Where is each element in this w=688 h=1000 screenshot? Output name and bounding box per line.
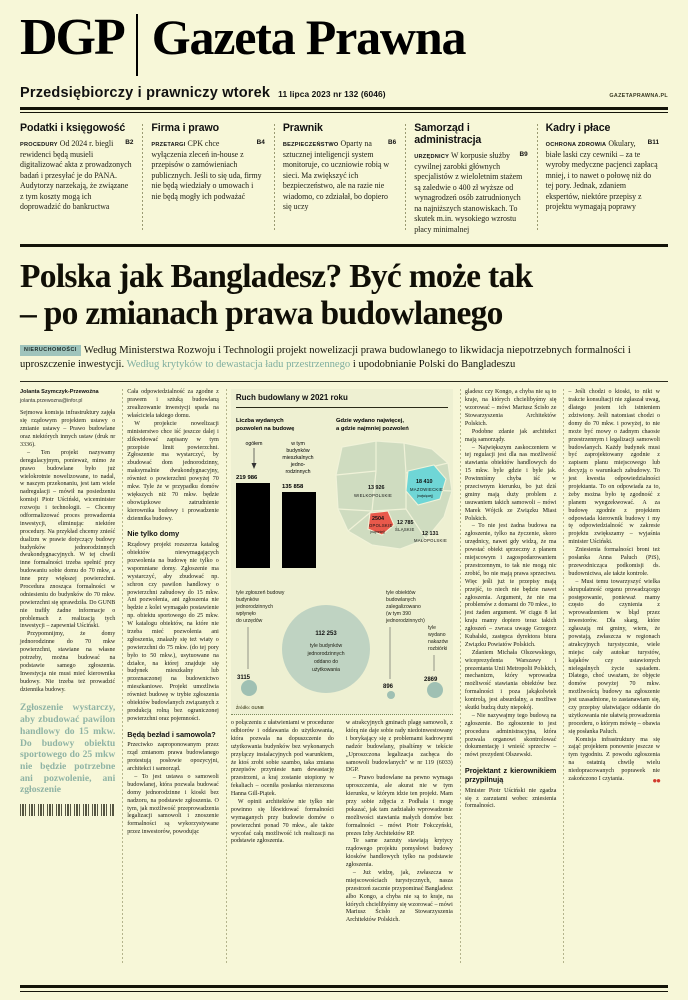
map-label-opolskie: OPOLSKIE [368, 522, 393, 528]
paragraph: – To nie jest żadna budowa na zgłoszenie, tylko na życzenie, skoro urzędnicy, nawet gdy widzą, że ma powstać obiekt sprzeczny z planem miejscowym i zagospodarowaniem przestrzennym, to tak nie mogą nic zrobić, bo nie mają prawa sprzeciwu. Więc jeśli już te przepisy mają przejść, to niech nie będzie nawet zgłoszenia. Argument, że nie ma problemów z domami do 70 mkw., to jest żaden argument. W ciągu 8 lat kraju mamy dopiero teraz takich zgłoszeń – zwraca uwagę Grzegorz Kubalski, zastępca dyrektora biura Związku Powiatów Polskich. [464, 523, 557, 648]
teaser-samorzad[interactable] [405, 122, 536, 235]
paragraph: Przypomnijmy, że domy jednorodzinne do 70 mkw powierzchni, stawiane na własne potrzeby, można budować na podstawie samego zgłoszenia. Inwestycja nie musi mieć kierownika budowy. Nie trzeba też prowadzić dziennika budowy. [20, 631, 116, 693]
bubble-value-0: 3115 [236, 674, 250, 681]
teaser-text: Okulary, białe laski czy cewniki – za te wyroby medyczne pacjenci zapłacą mniej, i to nawet o połowę niż do tej pory. Jednak, zdaniem ekspertów, niektóre przepisy z projektu wymagają poprawy [545, 139, 658, 211]
bubble-circle-2 [387, 691, 395, 699]
paragraph: Minister Piotr Uściński nie zgadza się z zarzutami wobec zniesienia formalności. [464, 787, 557, 810]
bubble-label-0-l2: budynków [235, 596, 259, 603]
map-note-opolskie: (najmniej) [369, 529, 385, 534]
article-column-5 [461, 389, 565, 964]
teaser-kicker: PRZETARGI [151, 142, 186, 148]
subcolumn-3b [342, 720, 453, 925]
map-panel-subtitle-line1: Gdzie wydano najwięcej, [335, 417, 404, 424]
bar-value-label-1: 135 858 [281, 483, 304, 490]
teaser-bottom-rule [20, 244, 668, 247]
teaser-strip [20, 122, 668, 235]
bubble-label-3-l2: wydano [427, 631, 446, 638]
lead-text-part1: Według Ministerstwa Rozwoju i Technologii projekt nowelizacji prawa budowlanego to likwidacja niepotrzebnych formalności i uproszczenie inwestycji. [20, 345, 631, 371]
paragraph: o połączeniu z ułatwieniami w procedurze odbiorów i oddawania do użytkowania, która pozwala na dopuszczenie do użytkowania budynków bez wykonanych przyłączy instalacyjnych pod warunkiem, że ktoś zrobi sobie szambo, taka zmiana przepisów przyniesie nam dewastację przestrzeni, a kraj zostanie utopiony w fekaliach – oceniła posłanka nierzeszona Hanna Gill-Piątek. [230, 720, 334, 798]
subheading-bezlad: Będą bezład i samowola? [127, 729, 216, 739]
bubble-label-0-l5: do urzędów [235, 617, 263, 624]
paragraph: Sejmowa komisja infrastruktury zajęła się rządowym projektem ustawy o zmianie ustawy – Prawo budowlane oraz niektórych innych ustaw (druk nr 3336). [20, 410, 116, 448]
bubble-label-2-l5: jednorodzinnych) [385, 617, 425, 624]
article-body [20, 389, 668, 964]
paragraph: Przeciwko zaproponowanym przez rząd zmianom prawa budowlanego protestują posłowie opozycyjni, architekci i samorząd. [127, 742, 219, 773]
bubble-value-1: 112 253 [315, 630, 337, 637]
lead-rule [20, 381, 668, 382]
paragraph: Cała odpowiedzialność za zgodne z prawem i sztuką budowlaną zrealizowanie inwestycji spada na właściciela takiego domu. [127, 389, 219, 420]
byline-email[interactable]: jolanta.przewozna@infor.pl [20, 397, 83, 404]
strapline-row [20, 85, 668, 101]
logo-dgp: DGP [20, 9, 124, 66]
bubble-label-0-l3: jednorodzinnych [235, 603, 273, 610]
article-column-6 [564, 389, 668, 964]
subcolumn-3a [231, 720, 342, 925]
bar-category-label-0: ogółem [245, 440, 263, 447]
bubble-label-0-l1: tyle zgłoszeń budowy [235, 589, 285, 596]
paragraph: Te same zarzuty stawiają krytycy rządowego projektu pomysłowi budowy kiosków handlowych tylko na podstawie zgłoszenia. [345, 838, 453, 869]
map-value-opolskie: 2504 [371, 515, 384, 522]
map-label-wielkopolskie: WIELKOPOLSKIE [353, 492, 392, 498]
teaser-kicker: PROCEDURY [20, 142, 58, 148]
bubble-label-3-l4: rozbiórki [427, 645, 448, 652]
teaser-page: B4 [256, 139, 265, 146]
bubble-chart-svg [236, 587, 458, 699]
teaser-text: CPK chce wyłączenia zleceń in-house z przepisów o zamówieniach publicznych. Jeśli to się uda, firmy nie będą wiedziały o umowach i nie będą mogły ich podważać [151, 139, 262, 201]
paragraph: Rządowy projekt rozszerza katalog obiektów niewymagających pozwolenia na budowę nie tylko o wspomniane domy. Zgłoszenie ma wystarczyć, aby zbudować np. schron czy pawilon handlowy o powierzchni zabudowy do 15 mkw. Ani pozwolenia, ani zgłoszenia nie będzie z kolei wymagało postawienie np. obiektu sportowego do 25 mkw. W katalogu obiektów, na które nie trzeba mieć pozwolenia ani zgłoszenia, znalazły się też wiaty o powierzchni do 75 mkw. (do tej pory było to 50 mkw.), usytuowane na działce, na której znajduje się budynek mieszkalny lub przeznaczonej na budownictwo mieszkaniowe. Projekt umożliwia również budowę w trybie zgłoszenia obiektów budowlanych związanych z produkcją rolną bez ograniczonej powierzchni oraz pojemności. [127, 542, 219, 722]
bar-category-label-1a: w tym [291, 440, 305, 447]
teaser-section-title: Podatki i księgowość [20, 122, 126, 134]
bubble-circle-1 [282, 605, 370, 693]
lead-text-part2: Według krytyków to dewastacja ładu przestrzennego [126, 359, 351, 371]
paragraph: – To jest ustawa o samowoli budowlanej, która pozwala budować domy jednorodzinne i kioski bez nadzoru, na podstawie zgłoszenia. O tym, jak możliwość przeprowadzenia legalizacji samowoli i znoszenie formalności są wykorzystywane przez inwestorów, powodując [127, 774, 219, 836]
page-title [20, 258, 668, 334]
teaser-text: Oparty na sztucznej inteligencji system monitoruje, co uczniowie robią w sieci. Ma zwiększyć ich bezpieczeństwo, ale na razie nie wiadomo, co zdziałał, bo dopiero się uczy [282, 139, 390, 211]
subheading-nie-tylko-domy: Nie tylko domy [127, 529, 180, 539]
teaser-prawnik[interactable] [274, 122, 405, 235]
article-lead [20, 344, 668, 372]
bar-panel-subtitle-line1: Liczba wydanych [235, 417, 284, 424]
end-of-article-mark: ●● [652, 775, 660, 785]
section-tag-nieruchomosci: NIERUCHOMOŚCI [20, 345, 81, 356]
bubble-label-1-l4: użytkowania [311, 666, 340, 673]
paragraph: – Jeśli chodzi o kioski, to nikt w trakcie konsultacji nie zgłaszał uwag, dlatego jestem ich istnieniem zdziwiony. Jeśli natomiast chodzi o domy do 70 mkw. i powyżej, to nie może być mowy o żadnym chaosie przestrzennym i legalizacji samowoli budowlanych. Każdy budynek musi być zaprojektowany zgodnie z zapisem planu miejscowego lub decyzją o warunkach zabudowy. To jest kwestia odpowiedzialności projektanta. To on odpowiada za to, żeby można było tę zgodność z planem wyegzekwować. A za budowę zgodnie z projektem odpowiada kierownik budowy i my tę odpowiedzialność w zakresie projektu zwiększamy – wyjaśnia minister Uściński. [568, 389, 660, 546]
paragraph: Zniesienia formalności broni też posłanka Anna Paluch (PiS), przewodnicząca podkomisji ds. budownictwa, ale także kontrole. [568, 547, 660, 577]
teaser-kicker: BEZPIECZEŃSTWO [282, 142, 339, 148]
teaser-firma[interactable] [142, 122, 273, 235]
paragraph: W opinii architektów nie tylko nie powinno się likwidować formalności wymaganych przy budowie domów o powierzchni ponad 70 mkw., ale także wycofać całą możliwość ich realizacji na podstawie zgłoszenia. [230, 798, 334, 845]
infographic-svg [236, 413, 458, 583]
teaser-body [20, 139, 133, 213]
teaser-podatki[interactable] [20, 122, 142, 235]
paragraph [568, 737, 660, 784]
paragraph: – Nie nazywajmy tego budową na zgłoszenie. Bo zgłoszenie to jest procedura administracyjna, która pozwala organowi skontrolować dokumentację i wnieść sprzeciw – mówi prezydent Olszewski. [464, 712, 557, 759]
masthead-rule-thin [20, 112, 668, 113]
teaser-section-title: Prawnik [282, 122, 323, 134]
barcode [20, 804, 115, 816]
bubble-label-0-l4: wpłynęło [235, 610, 256, 617]
infographic-ruch-budowlany [231, 389, 453, 715]
bubble-value-2: 896 [382, 683, 393, 690]
paragraph: – Prawo budowlane na pewno wymaga uproszczenia, ale akurat nie w tym kierunku, w którym idzie ten projekt. Mam przy sobie zdjęcia z Podhala i mogę pokazać, jak tam zadziałało wprowadzenie możliwości stawiania małych domów bez formalności – mówi Piotr Fokczyński, prezes Izby Architektów RP. [345, 775, 453, 837]
teaser-kadry[interactable] [537, 122, 668, 235]
headline-line-2: – po zmianach prawa budowlanego [20, 295, 503, 333]
lead-text-part3: i upodobnianie Polski do Bangladeszu [352, 359, 516, 371]
map-of-poland [336, 441, 452, 549]
bar-value-label-0: 219 986 [235, 474, 258, 481]
map-note-mazowieckie: (najwięcej) [416, 493, 434, 498]
issue-info: 11 lipca 2023 nr 132 (6046) [278, 89, 386, 99]
paragraph: – Ten projekt nazywamy deregulacyjnym, ponieważ, mimo że prawo budowlane było już wielokrotnie nowelizowane, to nadal, w naszym przekonaniu, jest tam wiele nadregulacji – mówił na posiedzeniu komisji Piotr Uściński, wiceminister rozwoju i technologii. – Chcemy odformalizować proces prowadzenia inwestycji, eliminując niektóre procedury. Na przykład chcemy znieść dualizm w prawie dotyczący budowy budynków jednorodzinnych dwukondygnacyjnych. W tej chwili inne formalności trzeba spełnić przy budowaniu sobie domu do 70 mkw, a inne przy większej powierzchni. Procedura znosząca formalności w odniesieniu do budynków do 70 mkw. powierzchni się sprawdziła. Do GUNB nie trafiły żadne informacje o problemach z realizacją tych inwestycji – zapewniał Uściński. [20, 449, 116, 630]
byline-author: Jolanta Szymczyk-Przewoźna [20, 389, 99, 396]
bubble-label-3-l1: tyle [427, 624, 436, 631]
masthead [20, 0, 668, 76]
bubble-label-2-l4: (w tym 390 [385, 610, 411, 617]
masthead-divider [136, 14, 138, 76]
website-url: GAZETAPRAWNA.PL [609, 93, 668, 99]
teaser-body [151, 139, 264, 202]
paragraph: – Musi temu towarzyszyć wielka skrupulatność organu prowadzącego postępowanie, ponieważ mamy często do czynienia z wprowadzeniem w błąd przez inwestorów. Dla skarg, które zgłaszają mi gminy, wiem, że powstają, zwłaszcza w regionach atrakcyjnych turystycznie, wiele miejsc cały autokar turystów, kajaków czy ustawionych nielegalnych życie sąsiadem. Dlatego, choć uważam, że objęcie domów powyżej 70 mkw. możliwością budowy na zgłoszenie jest uzasadnione, to zastanawiam się, czy przepisy ułatwiające oddanie do użytkowania nie ułatwią prowadzenia procederu, o którym mówię – obawia się posłanka Paluch. [568, 578, 660, 735]
paragraph: Podobne zdanie jak architekci mają samorządy. [464, 428, 557, 443]
bar-rect-1 [282, 492, 316, 568]
pull-quote: Zgłoszenie wystarczy, aby zbudować pawilon handlowy do 15 mkw. Do budowy obiektu sportowego do 25 mkw nie będzie potrzebne ani pozwolenie, ani zgłoszenie [20, 702, 116, 796]
teaser-page: B9 [519, 151, 528, 158]
bubble-label-1-l3: oddano do [313, 658, 338, 665]
masthead-rule-thick [20, 107, 668, 110]
map-value-slaskie: 12 785 [396, 519, 414, 526]
bubble-label-1-l2: jednorodzinnych [307, 650, 345, 657]
infographic-title: Ruch budowlany w 2021 roku [236, 393, 448, 407]
bar-panel-subtitle-line2: pozwoleń na budowę [235, 425, 295, 432]
teaser-page: B6 [388, 139, 397, 146]
map-label-slaskie: ŚLĄSKIE [394, 526, 415, 532]
teaser-section-title: Samorząd i administracja [414, 122, 482, 146]
infographic-source: Źródło: GUNB [235, 704, 264, 710]
bubble-label-2-l2: budowlanych [385, 596, 416, 603]
bubble-label-2-l1: tyle obiektów [385, 589, 416, 596]
bubble-label-2-l3: zalegalizowano [385, 603, 421, 610]
article-column-1 [20, 389, 123, 964]
bar-category-label-1e: rodzinnych [285, 468, 311, 475]
footer-rule-thick [20, 985, 668, 988]
teaser-text: W korpusie służby cywilnej zarobki głównych specjalistów z wieloletnim stażem są zaledwie o 400 zł wyższe od wynagrodzeń osób zatrudnionych na najniższych stanowiskach. To skutek m.in. wysokiego wzrostu płacy minimalnej [414, 151, 523, 234]
map-value-malopolskie: 12 131 [421, 530, 439, 537]
article-column-3-with-infographic [227, 389, 461, 964]
article-column-2 [123, 389, 227, 964]
teaser-page: B2 [125, 139, 134, 146]
map-label-malopolskie: MAŁOPOLSKIE [413, 537, 447, 543]
bar-category-label-1d: jedno- [290, 461, 306, 468]
paragraph: gladesz czy Kongo, a chyba nie są to kraje, na których chcielibyśmy się wzorować – mówi Mariusz Ścisło ze Stowarzyszenia Architektów Polskich. [464, 389, 557, 427]
teaser-text: Od 2024 r. biegli rewidenci będą musieli digitalizować akta z prowadzonych badań i przesyłać je do PANA. Audytorzy narzekają, że związane z tym koszty mogą ich doprowadzić do bankructwa [20, 139, 132, 211]
paragraph: Zdaniem Michała Olszewskiego, wiceprezydenta Warszawy i prezentanta Unii Metropolii Polskich, mechanizm, który wprowadza możliwość stawiania obiektów bez formalności i poza jakąkolwiek kontrolą, jest absurdalny, a możliwe skutki budzą duży niepokój. [464, 649, 557, 711]
teaser-body [546, 139, 659, 213]
bubble-label-1-l1: tyle budynków [309, 642, 342, 649]
bar-category-label-1b: budynków [286, 447, 310, 454]
footer-rule-thin [20, 991, 668, 992]
teaser-page: B11 [647, 139, 660, 146]
teaser-kicker: URZĘDNICY [414, 154, 450, 160]
paragraph: w atrakcyjnych gminach plagę samowoli, z którą nie daje sobie rady niedoinwestowany i borykający się z problemami kadrowymi nadzór budowlany, pisaliśmy w tekście „Uproszczona legalizacja zachęca do samowoli budowlanych" w nr 119 (6033) DGP. [345, 720, 453, 774]
logo-gazeta-prawna: Gazeta Prawna [151, 9, 466, 65]
subheading-projektant: Projektant z kierownikiem przypilnują [464, 766, 557, 784]
headline-line-1: Polska jak Bangladesz? Być może tak [20, 257, 533, 295]
bubble-label-3-l3: nakazów [427, 638, 448, 645]
paragraph-text: Komisja infrastruktury ma się zająć projektem ponownie jeszcze w tym tygodniu. Z powodu zgłoszenia na ostatnią chwilę wielu niedopracowanych poprawek nie zakończono I czytania. [568, 736, 660, 782]
map-label-mazowieckie: MAZOWIECKIE [409, 486, 443, 492]
paragraph: W projekcie nowelizacji ministerstwo chce iść jeszcze dalej i zlikwidować zapisany w tym przepisie limit powierzchni. Zgłoszenie ma wystarczyć, by zbudować dom jednorodzinny, maksymalnie dwukondygnacyjny, również o powierzchni powyżej 70 mkw. Tyle że w przypadku domów większych niż 70 mkw. będzie obowiązkowe zatrudnienie kierownika budowy i prowadzenie dziennika budowy. [127, 420, 219, 522]
bar-rect-0 [236, 483, 270, 568]
bubble-circle-0 [241, 680, 257, 696]
paragraph: – Największym zaskoczeniem w tej regulacji jest dla nas możliwość stawiania obiektów handlowych do 15 mkw. byle gdzie i byle jak. Powinniśmy chyba iść w przeciwnym kierunku, bo już dziś gminy mają duży problem z usuwaniem takich samowoli – mówi Marek Wójcik ze Związku Miast Polskich. [464, 444, 557, 522]
teaser-section-title: Firma i prawo [151, 122, 219, 134]
teaser-body [414, 151, 527, 235]
map-value-wielkopolskie: 13 926 [367, 484, 385, 491]
teaser-section-title: Kadry i płace [545, 122, 611, 134]
map-panel-subtitle-line2: a gdzie najmniej pozwoleń [335, 425, 409, 432]
bar-category-label-1c: mieszkalnych [282, 454, 314, 461]
teaser-kicker: OCHRONA ZDROWIA [545, 142, 607, 148]
bubble-value-3: 2869 [423, 676, 438, 683]
teaser-body [283, 139, 396, 213]
bubble-circle-3 [427, 682, 443, 698]
strapline: Przedsiębiorczy i prawniczy wtorek [20, 85, 271, 101]
map-value-mazowieckie: 18 410 [415, 478, 433, 485]
paragraph: – Już widzę, jak, zwłaszcza w miejscowościach turystycznych, nasza przestrzeń zacznie przypominać Bangladesz albo Kongo, a chyba nie są to kraje, na których chcielibyśmy się wzorować – mówi Mariusz Ścisło ze Stowarzyszenia Architektów Polskich. [345, 869, 453, 924]
